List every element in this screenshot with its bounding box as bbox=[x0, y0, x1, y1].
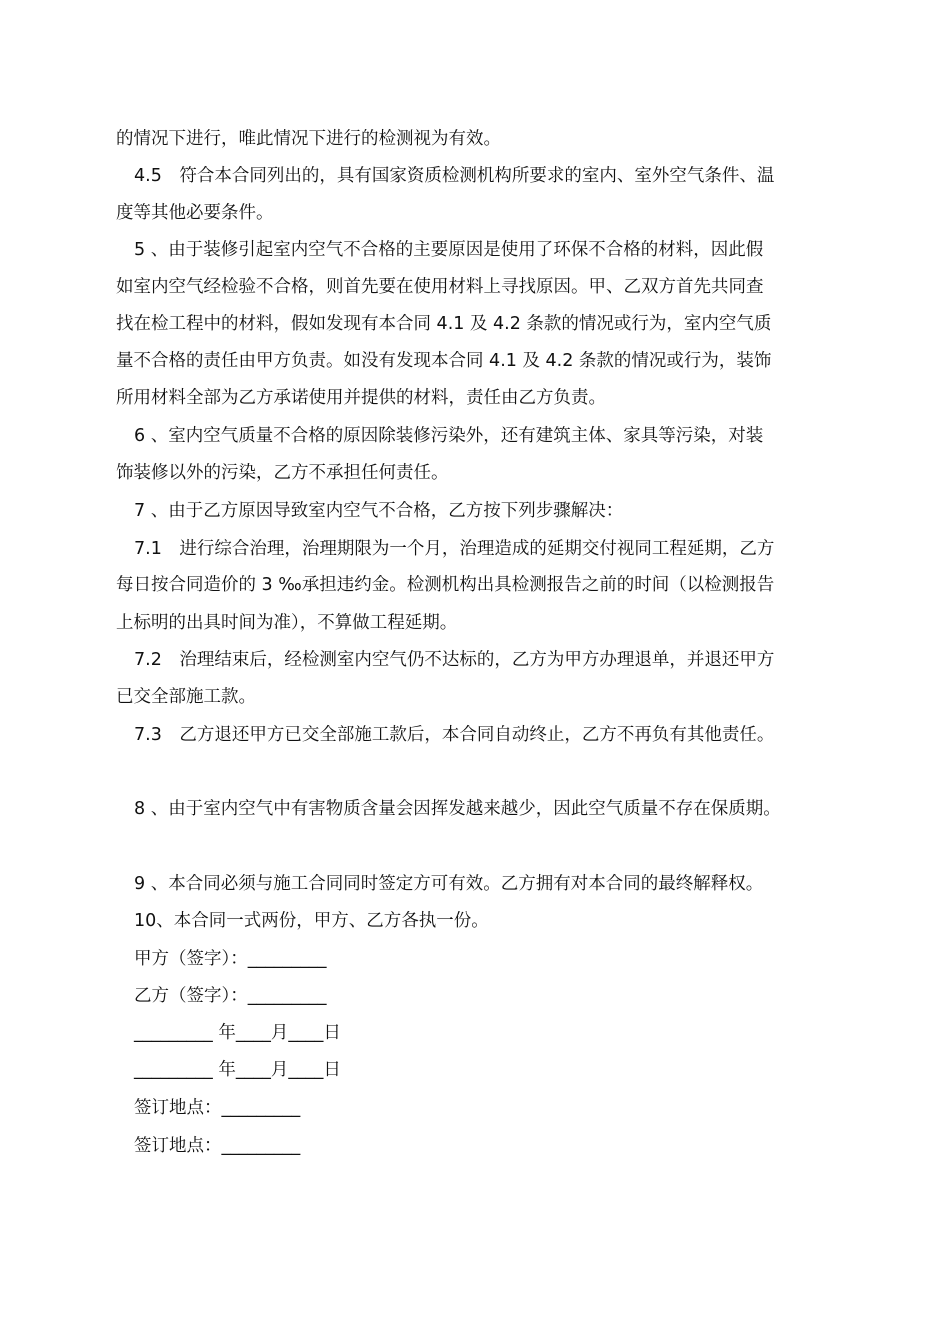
text-line: 7.2 治理结束后，经检测室内空气仍不达标的，乙方为甲方办理退单，并退还甲方 bbox=[134, 650, 775, 670]
signing-place: 签订地点：_________ bbox=[134, 1098, 301, 1118]
text-line: 10、本合同一式两份，甲方、乙方各执一份。 bbox=[134, 911, 489, 931]
text-line: 9 、本合同必须与施工合同同时签定方可有效。乙方拥有对本合同的最终解释权。 bbox=[134, 874, 764, 894]
text-line: 量不合格的责任由甲方负责。如没有发现本合同 4.1 及 4.2 条款的情况或行为，装饰 bbox=[116, 351, 772, 371]
text-line: 找在检工程中的材料，假如发现有本合同 4.1 及 4.2 条款的情况或行为，室内空气质 bbox=[116, 314, 772, 334]
text-line: 7.3 乙方退还甲方已交全部施工款后，本合同自动终止，乙方不再负有其他责任。 bbox=[134, 725, 775, 745]
text-line: 8 、由于室内空气中有害物质含量会因挥发越来越少，因此空气质量不存在保质期。 bbox=[134, 799, 781, 819]
text-line: 7.1 进行综合治理，治理期限为一个月，治理造成的延期交付视同工程延期，乙方 bbox=[134, 539, 775, 559]
text-line: 5 、由于装修引起室内空气不合格的主要原因是使用了环保不合格的材料，因此假 bbox=[134, 240, 764, 260]
signature-party-a: 甲方（签字）：_________ bbox=[134, 949, 327, 969]
text-line: 如室内空气经检验不合格，则首先要在使用材料上寻找原因。甲、乙双方首先共同查 bbox=[116, 277, 764, 297]
text-line: 6 、室内空气质量不合格的原因除装修污染外，还有建筑主体、家具等污染，对装 bbox=[134, 426, 764, 446]
text-line: 4.5 符合本合同列出的，具有国家资质检测机构所要求的室内、室外空气条件、温 bbox=[134, 166, 775, 186]
text-line: 已交全部施工款。 bbox=[116, 687, 256, 707]
text-line: 7 、由于乙方原因导致室内空气不合格，乙方按下列步骤解决： bbox=[134, 501, 624, 521]
signing-date: _________ 年____月____日 bbox=[134, 1060, 341, 1080]
text-line: 饰装修以外的污染，乙方不承担任何责任。 bbox=[116, 463, 449, 483]
signature-party-b: 乙方（签字）：_________ bbox=[134, 986, 327, 1006]
text-line: 所用材料全部为乙方承诺使用并提供的材料，责任由乙方负责。 bbox=[116, 388, 606, 408]
text-line: 每日按合同造价的 3 ‰承担违约金。检测机构出具检测报告之前的时间（以检测报告 bbox=[116, 575, 775, 595]
text-line: 的情况下进行，唯此情况下进行的检测视为有效。 bbox=[116, 129, 501, 149]
signing-date: _________ 年____月____日 bbox=[134, 1023, 341, 1043]
signing-place: 签订地点：_________ bbox=[134, 1136, 301, 1156]
text-line: 度等其他必要条件。 bbox=[116, 203, 274, 223]
text-line: 上标明的出具时间为准），不算做工程延期。 bbox=[116, 613, 458, 633]
